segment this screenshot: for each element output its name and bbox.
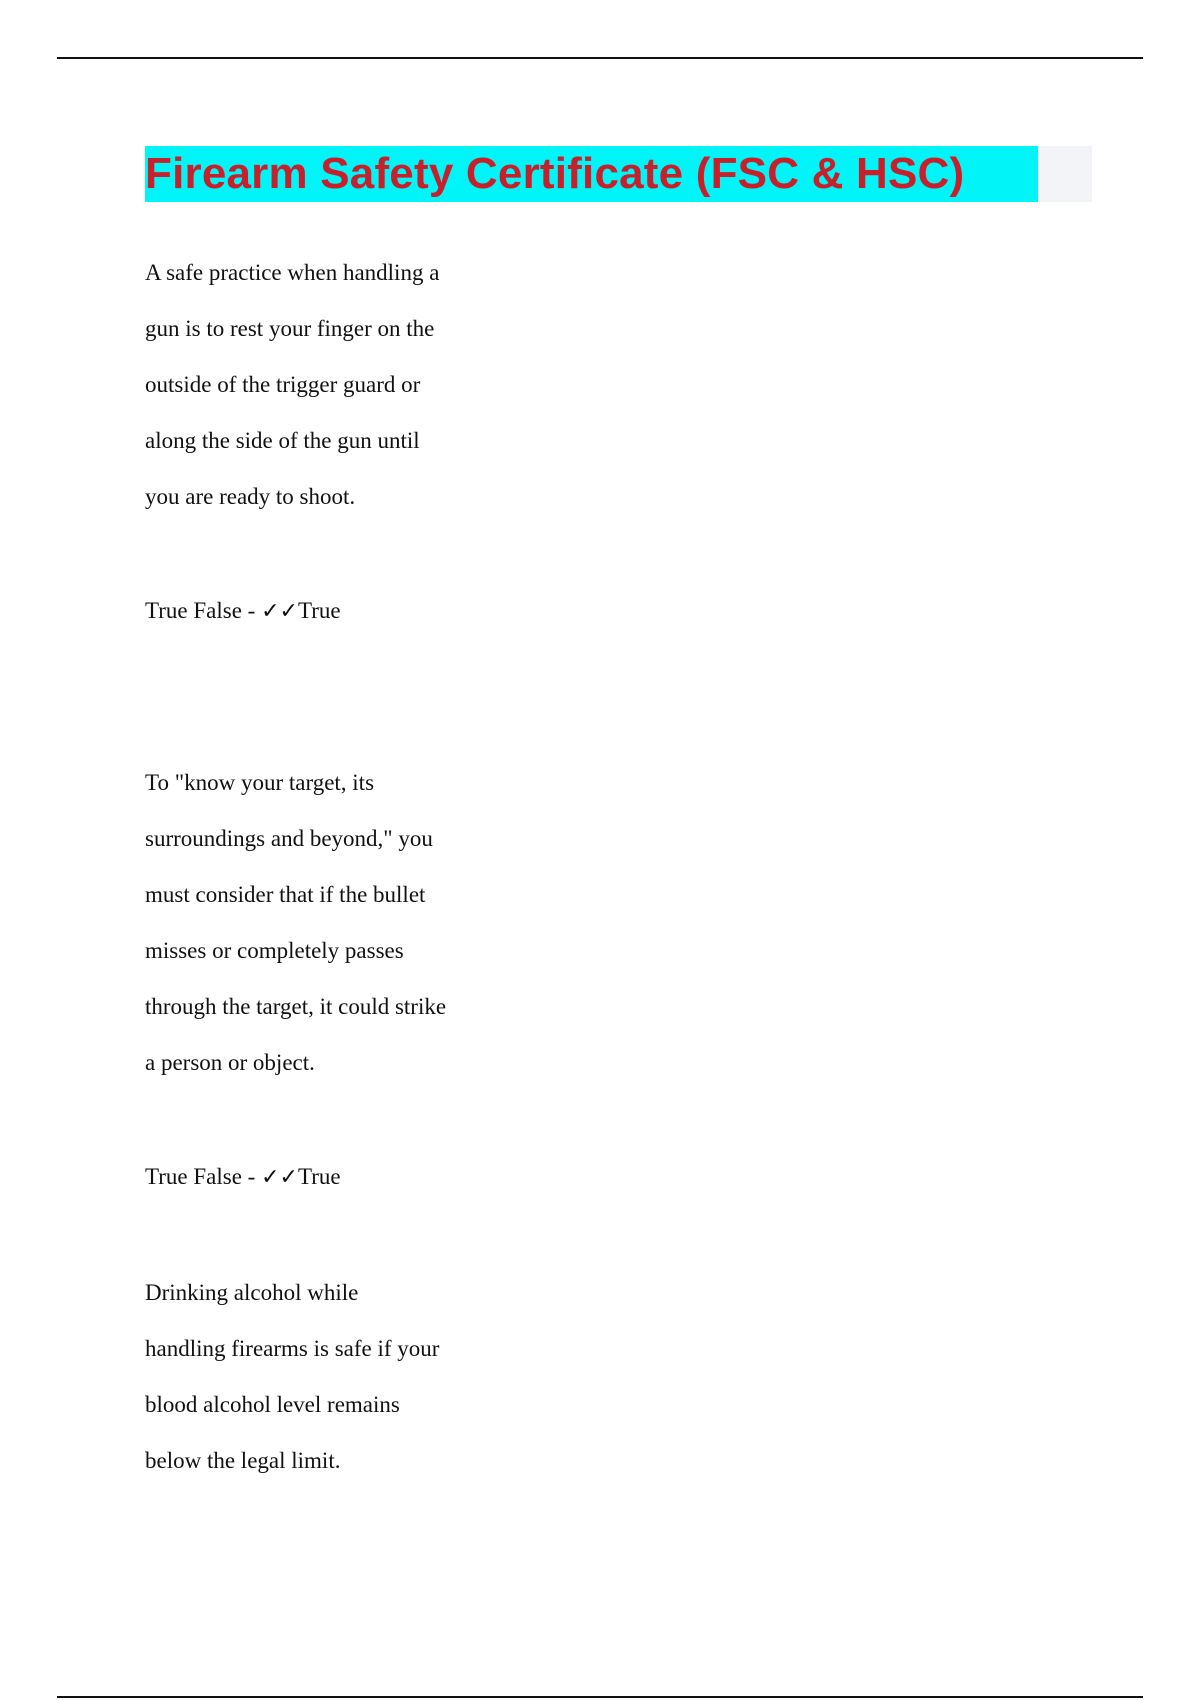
header-rule [57,57,1143,59]
answer-options: True False - [145,1164,262,1189]
answer-options: True False - [145,598,262,623]
question-block [145,245,439,640]
answer-value: True [297,598,341,623]
question-line: outside of the trigger guard or [145,372,421,397]
question-line: a person or object. [145,1050,315,1075]
question-line: you are ready to shoot. [145,484,356,509]
question-text [145,245,439,525]
question-line: along the side of the gun until [145,428,420,453]
title-banner [145,146,1092,202]
question-line: handling firearms is safe if your [145,1336,440,1361]
question-block [145,1265,439,1489]
question-line: surroundings and beyond," you [145,826,433,851]
question-line: through the target, it could strike [145,994,447,1019]
answer-line [145,583,439,640]
question-line: below the legal limit. [145,1448,341,1473]
question-line: A safe practice when handling a [145,260,440,285]
question-text [145,1265,439,1489]
question-line: To "know your target, its [145,770,375,795]
footer-rule [57,1696,1143,1698]
question-line: must consider that if the bullet [145,882,426,907]
question-line: misses or completely passes [145,938,404,963]
answer-value: True [297,1164,341,1189]
question-block [145,755,446,1206]
checkmark-icon: ✓✓ [261,599,298,624]
question-line: Drinking alcohol while [145,1280,359,1305]
question-text [145,755,446,1091]
question-line: blood alcohol level remains [145,1392,400,1417]
question-line: gun is to rest your finger on the [145,316,435,341]
checkmark-icon: ✓✓ [261,1165,298,1190]
answer-line [145,1149,446,1206]
document-title: Firearm Safety Certificate (FSC & HSC) [145,146,1038,202]
